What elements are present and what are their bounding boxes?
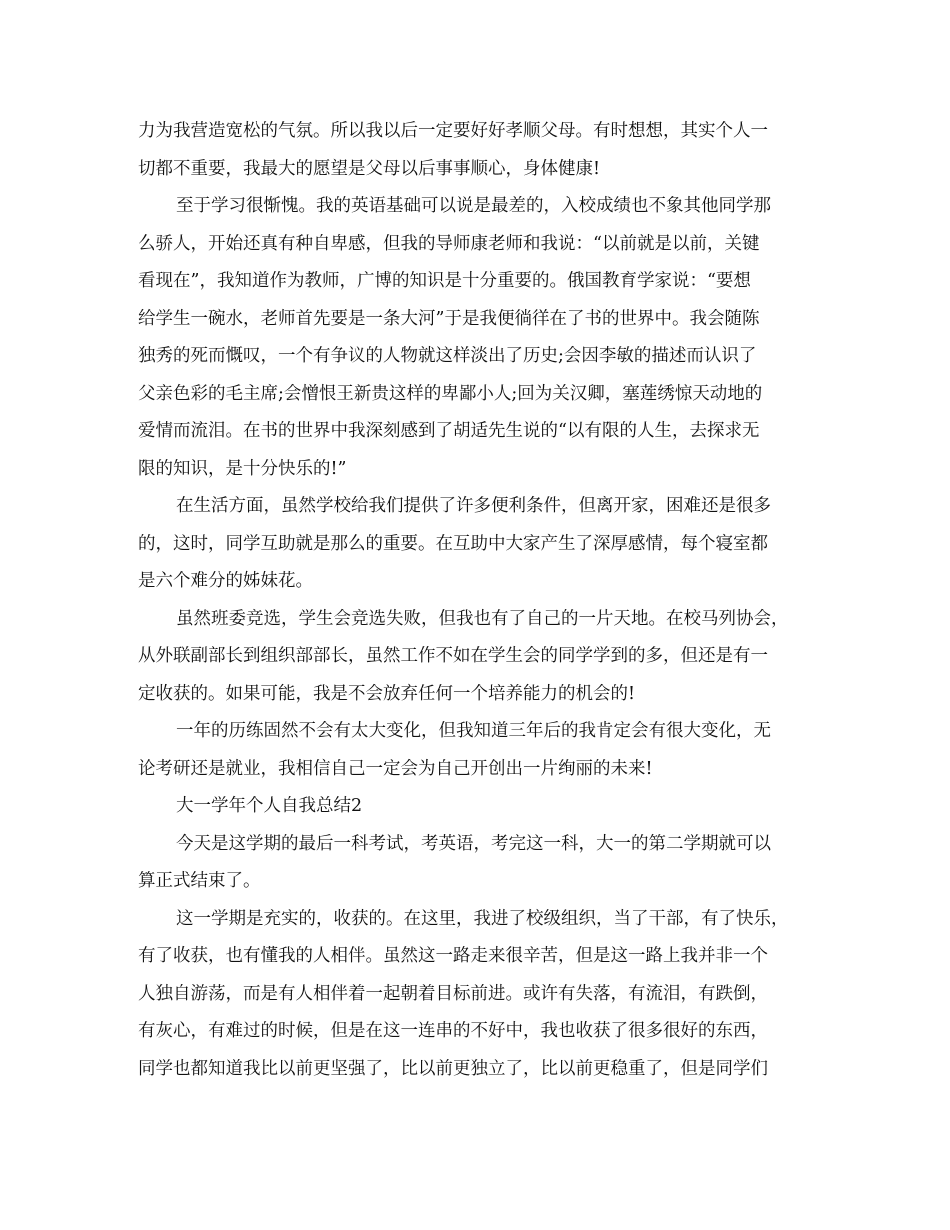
text-line: 么骄人，开始还真有种自卑感，但我的导师康老师和我说：“以前就是以前，关键 xyxy=(138,233,760,254)
text-line: 爱情而流泪。在书的世界中我深刻感到了胡适先生说的“以有限的人生，去探求无 xyxy=(138,421,760,441)
text-line: 独秀的死而慨叹，一个有争议的人物就这样淡出了历史;会因李敏的描述而认识了 xyxy=(138,346,757,366)
text-line: 同学也都知道我比以前更坚强了，比以前更独立了，比以前更稳重了，但是同学们 xyxy=(138,1058,768,1079)
text-line: 看现在”，我知道作为教师，广博的知识是十分重要的。俄国教育学家说：“要想 xyxy=(138,271,751,291)
text-line: 是六个难分的姊妹花。 xyxy=(138,571,313,591)
text-line: 定收获的。如果可能，我是不会放弃任何一个培养能力的机会的! xyxy=(138,683,636,704)
text-line: 算正式结束了。 xyxy=(138,871,261,891)
text-line: 一年的历练固然不会有太大变化，但我知道三年后的我肯定会有很大变化，无 xyxy=(176,721,771,741)
text-line: 力为我营造宽松的气氛。所以我以后一定要好好孝顺父母。有时想想，其实个人一 xyxy=(138,121,768,141)
text-line: 有灰心，有难过的时候，但是在这一连串的不好中，我也收获了很多很好的东西， xyxy=(138,1021,768,1041)
text-line: 这一学期是充实的，收获的。在这里，我进了校级组织，当了干部，有了快乐， xyxy=(176,908,789,929)
text-line: 至于学习很惭愧。我的英语基础可以说是最差的，入校成绩也不象其他同学那 xyxy=(176,196,771,216)
text-line: 虽然班委竞选，学生会竞选失败，但我也有了自己的一片天地。在校马列协会， xyxy=(176,608,789,629)
text-line: 今天是这学期的最后一科考试，考英语，考完这一科，大一的第二学期就可以 xyxy=(176,833,771,854)
text-line: 从外联副部长到组织部部长，虽然工作不如在学生会的同学学到的多，但还是有一 xyxy=(138,646,768,666)
text-line: 在生活方面，虽然学校给我们提供了许多便利条件，但离开家，困难还是很多 xyxy=(176,496,771,516)
text-line: 有了收获，也有懂我的人相伴。虽然这一路走来很辛苦，但是这一路上我并非一个 xyxy=(138,946,768,966)
text-line: 父亲色彩的毛主席;会憎恨王新贵这样的卑鄙小人;回为关汉卿，塞莲绣惊天动地的 xyxy=(138,383,763,404)
text-line: 论考研还是就业，我相信自己一定会为自己开创出一片绚丽的未来! xyxy=(138,758,653,779)
text-line: 的，这时，同学互助就是那么的重要。在互助中大家产生了深厚感情，每个寝室都 xyxy=(138,533,768,554)
text-line: 大一学年个人自我总结2 xyxy=(176,796,363,816)
text-line: 切都不重要，我最大的愿望是父母以后事事顺心，身体健康! xyxy=(138,158,601,179)
text-line: 限的知识，是十分快乐的!” xyxy=(138,458,347,479)
text-line: 人独自游荡，而是有人相伴着一起朝着目标前进。或许有失落，有流泪，有跌倒， xyxy=(138,983,768,1004)
text-line: 给学生一碗水，老师首先要是一条大河”于是我便徜徉在了书的世界中。我会随陈 xyxy=(138,308,760,329)
document-body xyxy=(138,113,818,1088)
